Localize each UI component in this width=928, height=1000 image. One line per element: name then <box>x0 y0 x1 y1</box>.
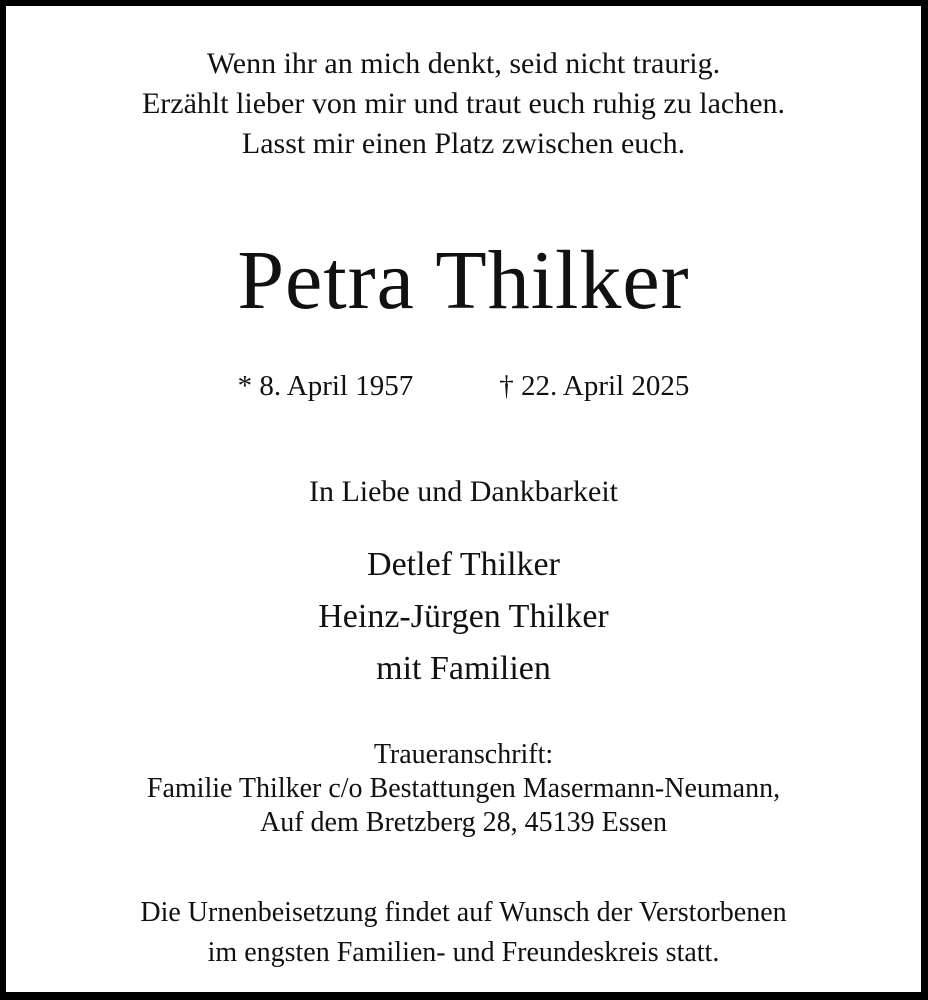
burial-note-line: Die Urnenbeisetzung findet auf Wunsch der Verstorbenen <box>140 897 787 928</box>
mourner-line: Heinz-Jürgen Thilker <box>318 598 609 635</box>
poem-line: Wenn ihr an mich denkt, seid nicht traurig. <box>206 47 721 80</box>
address-heading: Traueranschrift: <box>373 739 554 770</box>
mourning-address <box>6 738 921 840</box>
mourner-line: mit Familien <box>376 650 551 687</box>
poem-line: Erzählt lieber von mir und traut euch ruhig zu lachen. <box>141 87 786 120</box>
life-dates <box>6 368 921 404</box>
burial-note-line: im engsten Familien- und Freundeskreis statt. <box>207 937 720 968</box>
mourner-line: Detlef Thilker <box>367 546 560 583</box>
death-date: † 22. April 2025 <box>499 370 690 402</box>
birth-date: * 8. April 1957 <box>237 370 414 402</box>
address-line: Auf dem Bretzberg 28, 45139 Essen <box>260 807 667 838</box>
poem-block <box>6 44 921 164</box>
deceased-name: Petra Thilker <box>237 234 690 327</box>
burial-note <box>6 893 921 973</box>
dedication: In Liebe und Dankbarkeit <box>308 475 619 508</box>
mourners-block <box>6 539 921 695</box>
address-line: Familie Thilker c/o Bestattungen Masermann-Neumann, <box>146 773 781 804</box>
poem-line: Lasst mir einen Platz zwischen euch. <box>241 127 686 160</box>
obituary-notice <box>6 6 921 992</box>
